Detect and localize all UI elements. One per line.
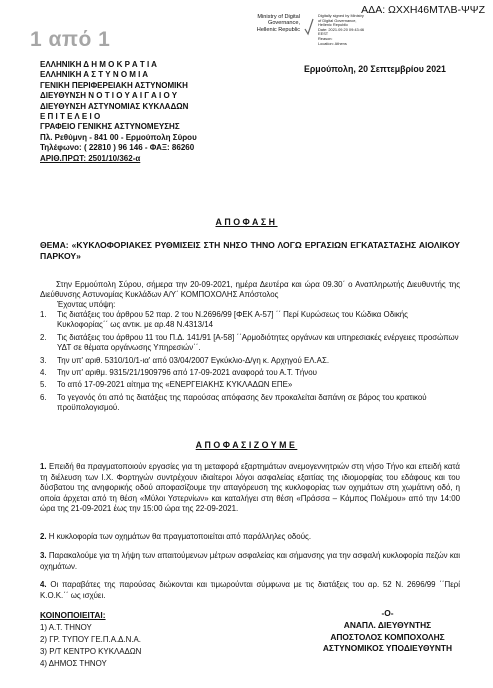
- decision-text: Οι παραβάτες της παρούσας διώκονται και τιμωρούνται σύμφωνα με τις διατάξεις του αρ. 52 Ν. 2696/99 ΄΄Περί Κ.Ο.Κ.΄΄ ως ισχύει.: [40, 580, 460, 600]
- signature-detail-line: Reason:: [318, 35, 333, 41]
- list-text: Τις διατάξεις του άρθρου 52 παρ. 2 του Ν.2696/99 [ΦΕΚ Α-57] ΄΄ Περί Κυρώσεως του Κώδικα Οδικής Κυκλοφορίας΄΄ ως αντικ. με αρ.48 Ν.4313/14: [57, 310, 408, 330]
- recipient-item: 4) ΔΗΜΟΣ ΤΗΝΟΥ: [40, 659, 107, 668]
- list-text: Την υπ' αριθμ. 9315/21/1909796 από 17-09-2021 αναφορά του Α.Τ. Τήνου: [57, 368, 317, 378]
- signer-line: Governance,: [267, 20, 300, 27]
- subject-line: ΘΕΜΑ: «ΚΥΚΛΟΦΟΡΙΑΚΕΣ ΡΥΘΜΙΣΕΙΣ ΣΤΗ ΝΗΣΟ ΤΗΝΟ ΛΟΓΩ ΕΡΓΑΣΙΩΝ ΕΓΚΑΤΑΣΤΑΣΗΣ ΑΙΟΛΙΚΟΥ ΠΑΡΚΟΥ»: [40, 240, 460, 261]
- intro-text: Στην Ερμούπολη Σύρου, σήμερα την 20-09-2021, ημέρα Δευτέρα και ώρα 09.30΄ ο Αναπληρωτής Διευθυντής της Διεύθυνσης Αστυνομίας Κυκλάδων Α/Υ΄ ΚΟΜΠΟΧΟΛΗΣ Απόστολος: [40, 280, 460, 300]
- list-text: Την υπ' αριθ. 5310/10/1-ια' από 03/04/2007 Εγκύκλιο-Δ/γη κ. Αρχηγού ΕΛ.ΑΣ.: [57, 355, 330, 365]
- list-item: [40, 368, 460, 378]
- recipient-item: 2) ΓΡ. ΤΥΠΟΥ ΓΕ.Π.Α.Δ.Ν.Α.: [40, 635, 141, 644]
- list-item: [40, 380, 460, 390]
- list-text: Το από 17-09-2021 αίτημα της «ΕΝΕΡΓΕΙΑΚΗΣ ΚΥΚΛΑΔΩΝ ΕΠΕ»: [57, 380, 293, 390]
- list-item: [40, 333, 460, 354]
- decision-number: 2.: [40, 532, 47, 541]
- signature-role: ΑΝΑΠΛ. ΔΙΕΥΘΥΝΤΗΣ: [343, 619, 432, 630]
- protocol-number: ΑΡΙΘ.ΠΡΩΤ: 2501/10/362-α: [40, 153, 141, 163]
- page-counter: 1 από 1: [30, 28, 111, 51]
- signature-detail-line: EEST: [318, 31, 329, 37]
- notify-heading: ΚΟΙΝΟΠΟΙΕΙΤΑΙ:: [40, 610, 106, 620]
- decision-number: 3.: [40, 551, 47, 560]
- letterhead-line: Πλ. Ρεθύμνη - 841 00 - Ερμούπολη Σύρου: [40, 132, 197, 142]
- list-item: [40, 356, 460, 366]
- list-number: 2.: [40, 332, 47, 342]
- ada-code: ΑΔΑ: ΩΧΧΗ46ΜΤΛΒ-ΨΨΖ: [361, 4, 485, 16]
- decision-text: Επειδή θα πραγματοποιούν εργασίες για τη μεταφορά εξαρτημάτων ανεμογεννητριών στη νήσο Τήνο και επειδή κατά τη διέλευση των Ι.Χ. Φορτηγών συντρέχουν ιδιαίτεροι λόγοι ασφαλείας εξαιτίας της ιδιομορφίας του εδάφους και του δύσβατου της ανηφορικής οδού αποφασίζουμε την απαγόρευση της κυκλοφορίας των οχημάτων στη χωμάτινη οδό, η οποία άρχεται από τη θέση «Μύλοι Υστερνίων» και καταλήγει στη θέση «Πράσσα – Κάμπος Πολέμου» από την 14:00 ώρα της 21-09-2021 έως την 15:00 ώρα της 22-09-2021.: [40, 462, 460, 514]
- signature-detail-line: Hellenic Republic: [318, 22, 349, 28]
- signature-detail-line: Digitally signed by Ministry: [318, 13, 364, 18]
- list-text: Τις διατάξεις του άρθρου 11 του Π.Δ. 141/91 [Α-58] ΄΄Αρμοδιότητες οργάνων και υπηρεσιακές ενέργειες προσώπων ΥΔΤ σε θέματα οργάνωσης Υπηρεσιών΄΄.: [57, 332, 459, 353]
- letterhead-line: ΕΛΛΗΝΙΚΗ Α Σ Τ Υ Ν Ο Μ Ι Α: [40, 70, 149, 80]
- list-number: 5.: [40, 380, 47, 390]
- decision-text: Η κυκλοφορία των οχημάτων θα πραγματοποιείται από παράλληλες οδούς.: [48, 532, 312, 541]
- intro-paragraph: [40, 280, 460, 301]
- letterhead-line: ΓΕΝΙΚΗ ΠΕΡΙΦΕΡΕΙΑΚΗ ΑΣΤΥΝΟΜΙΚΗ: [40, 80, 188, 90]
- signature-block: [300, 608, 475, 655]
- considering-label: Έχοντας υπόψη:: [57, 300, 116, 309]
- letterhead-line: ΓΡΑΦΕΙΟ ΓΕΝΙΚΗΣ ΑΣΤΥΝΟΜΕΥΣΗΣ: [40, 122, 180, 132]
- decision-number: 1.: [40, 462, 47, 471]
- signature-check-icon: [302, 15, 316, 41]
- decision-paragraph: [40, 580, 460, 601]
- list-number: 3.: [40, 355, 47, 365]
- signature-detail-line: Date: 2021.09.20 09:43:46: [318, 26, 365, 32]
- list-number: 4.: [40, 368, 47, 378]
- digital-signature-stamp: [238, 14, 388, 54]
- letterhead-line: ΔΙΕΥΘΥΝΣΗ ΑΣΤΥΝΟΜΙΑΣ ΚΥΚΛΑΔΩΝ: [40, 101, 189, 111]
- decision-paragraph: [40, 532, 460, 543]
- list-item: [40, 393, 460, 414]
- letterhead-line: ΔΙΕΥΘΥΝΣΗ Ν Ο Τ Ι Ο Υ Α Ι Γ Α Ι Ο Υ: [40, 91, 178, 101]
- signature-name: ΑΠΟΣΤΟΛΟΣ ΚΟΜΠΟΧΟΛΗΣ: [330, 631, 445, 642]
- signer-line: Hellenic Republic: [256, 26, 300, 33]
- letterhead-line: Τηλέφωνο: ( 22810 ) 96 146 - ΦΑΞ: 86260: [40, 143, 195, 153]
- signature-details: [318, 14, 390, 46]
- signer-organization: [238, 14, 300, 33]
- letterhead-line: ΕΛΛΗΝΙΚΗ Δ Η Μ Ο Κ Ρ Α Τ Ι Α: [40, 60, 157, 69]
- considerations-list: [40, 310, 460, 416]
- letterhead-line: Ε Π Ι Τ Ε Λ Ε Ι Ο: [40, 112, 101, 122]
- signature-detail-line: Location: Athens: [318, 40, 347, 46]
- decision-paragraph: [40, 551, 460, 572]
- signature-mark: -Ο-: [381, 608, 394, 618]
- signature-rank: ΑΣΤΥΝΟΜΙΚΟΣ ΥΠΟΔΙΕΥΘΥΝΤΗ: [322, 643, 453, 654]
- signature-detail-line: of Digital Governance,: [318, 17, 357, 23]
- document-date: Ερμούπολη, 20 Σεπτεμβρίου 2021: [304, 64, 446, 74]
- decision-heading: ΑΠΟΦΑΣΗ: [215, 217, 278, 227]
- recipient-item: 3) Ρ/Τ ΚΕΝΤΡΟ ΚΥΚΛΑΔΩΝ: [40, 647, 142, 656]
- decide-heading: ΑΠΟΦΑΣΙΖΟΥΜΕ: [195, 440, 298, 450]
- recipients-list: [40, 622, 141, 670]
- signer-line: Ministry of Digital: [257, 14, 300, 20]
- decision-number: 4.: [40, 580, 47, 589]
- recipient-item: 1) Α.Τ. ΤΗΝΟΥ: [40, 623, 92, 632]
- list-item: [40, 310, 460, 331]
- decision-paragraph: [40, 462, 460, 515]
- decision-text: Παρακαλούμε για τη λήψη των απαιτούμενων μέτρων ασφαλείας και σήμανσης για την ασφαλή κυκλοφορία πεζών και οχημάτων.: [40, 551, 460, 571]
- list-number: 6.: [40, 392, 47, 402]
- letterhead: [40, 60, 197, 164]
- list-text: Το γεγονός ότι από τις διατάξεις της παρούσας απόφασης δεν προκαλείται δαπάνη σε βάρος του κρατικού προϋπολογισμού.: [57, 392, 427, 413]
- list-number: 1.: [40, 310, 47, 319]
